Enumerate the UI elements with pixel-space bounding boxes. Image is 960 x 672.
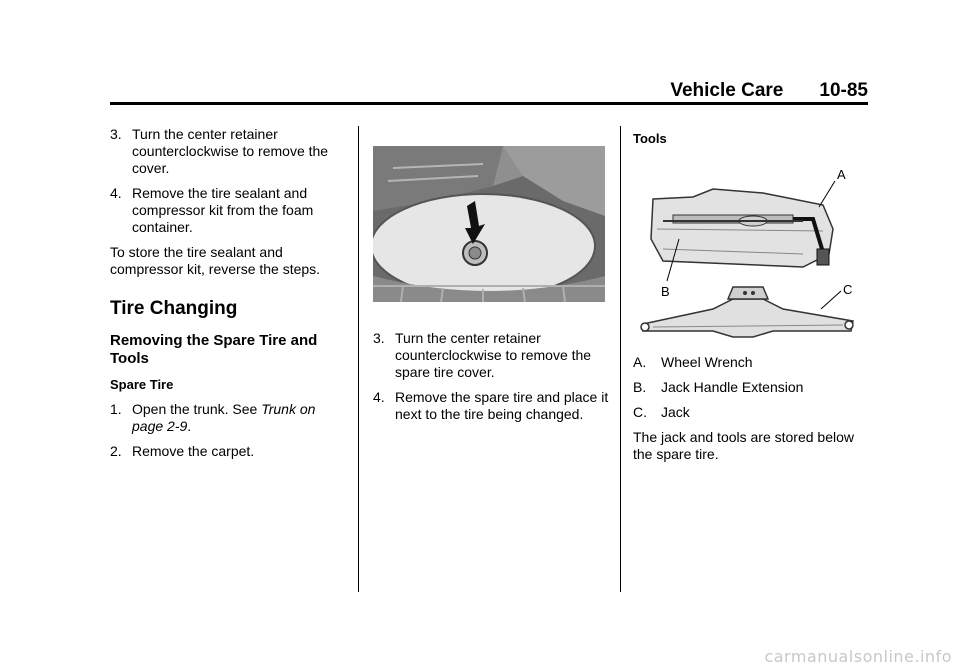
store-paragraph: To store the tire sealant and compressor kit, reverse the steps. — [110, 244, 321, 277]
legend-text: Jack — [661, 404, 690, 420]
legend-letter: B. — [633, 379, 647, 395]
column-1 — [110, 126, 342, 468]
step-number: 4. — [110, 185, 122, 201]
legend-item-a — [633, 354, 869, 371]
step-number: 3. — [110, 126, 122, 142]
step-1 — [110, 401, 342, 435]
step-text: Turn the center retainer counterclockwise to remove the spare tire cover. — [395, 330, 592, 380]
step-3 — [110, 126, 342, 177]
legend-text: Wheel Wrench — [661, 354, 753, 370]
column-divider-2 — [620, 126, 621, 592]
step-number: 2. — [110, 443, 122, 459]
step-4 — [373, 389, 609, 423]
section-title: Vehicle Care — [670, 80, 784, 101]
step-text: Turn the center retainer counterclockwise to remove the cover. — [132, 126, 329, 176]
legend-item-b — [633, 379, 869, 396]
column-divider-1 — [358, 126, 359, 592]
tools-paragraph: The jack and tools are stored below the spare tire. — [633, 429, 855, 462]
heading-spare-tire: Spare Tire — [110, 377, 174, 392]
step-text: Remove the spare tire and place it next to the tire being changed. — [395, 389, 609, 422]
step-3 — [373, 330, 609, 381]
watermark: carmanualsonline.info — [764, 647, 952, 666]
tools-heading: Tools — [633, 131, 667, 146]
step-4 — [110, 185, 342, 236]
header-rule — [110, 102, 868, 105]
callout-a: A — [837, 167, 846, 182]
legend-letter: A. — [633, 354, 647, 370]
column-3 — [633, 126, 869, 471]
step-suffix: . — [187, 418, 192, 434]
column-2 — [373, 146, 609, 431]
legend-letter: C. — [633, 404, 647, 420]
step-text: Remove the tire sealant and compressor kit from the foam container. — [132, 185, 314, 235]
step-number: 3. — [373, 330, 385, 346]
step-text: Remove the carpet. — [132, 443, 255, 459]
legend-text: Jack Handle Extension — [661, 379, 804, 395]
trunk-link[interactable]: Trunk on page 2-9 — [132, 401, 316, 434]
page-number: 10-85 — [819, 80, 868, 101]
step-number: 4. — [373, 389, 385, 405]
heading-tire-changing: Tire Changing — [110, 298, 238, 319]
header-title — [670, 80, 868, 102]
step-number: 1. — [110, 401, 122, 417]
legend-item-c — [633, 404, 869, 421]
jack-tools-illustration — [633, 159, 869, 344]
spare-tire-cover-illustration — [373, 146, 605, 302]
step-2 — [110, 443, 342, 460]
heading-removing-spare: Removing the Spare Tire and Tools — [110, 332, 318, 367]
callout-b: B — [661, 284, 670, 299]
step-text: Open the trunk. See — [132, 401, 262, 417]
callout-c: C — [843, 282, 853, 297]
